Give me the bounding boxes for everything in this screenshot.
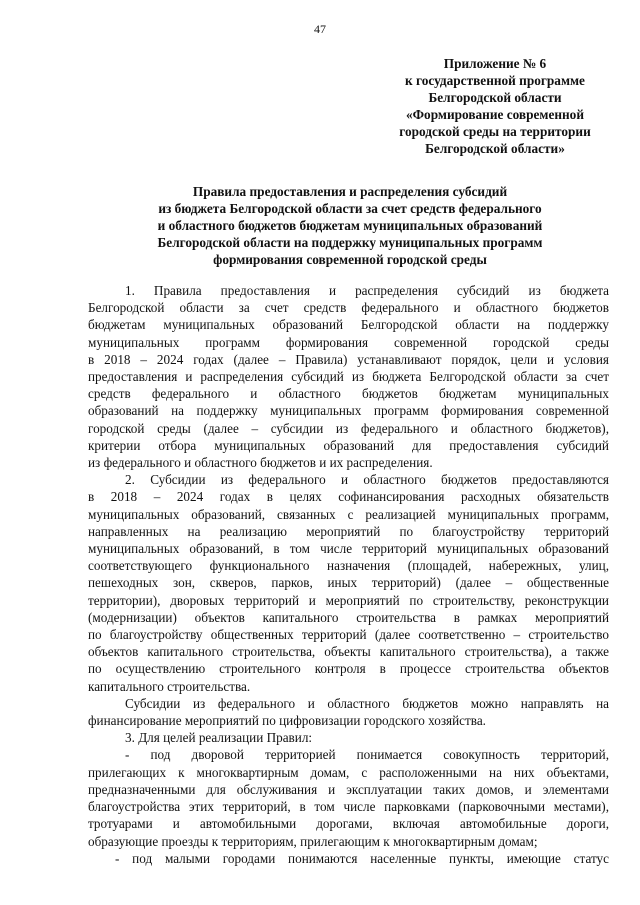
- body-text-line: муниципальных образований, связанных с реализацией муниципальных программ,: [88, 506, 609, 522]
- body-text-line: 2. Субсидии из федерального и областного бюджетов предоставляются: [125, 472, 609, 488]
- body-text-line: Белгородской области за счет средств федерального и областного бюджетов: [88, 300, 609, 316]
- appendix-line: Белгородской области»: [425, 141, 565, 156]
- title-line: формирования современной городской среды: [213, 252, 487, 267]
- page-number: 47: [314, 22, 326, 36]
- body-text-line: - под малыми городами понимаются населенные пункты, имеющие статус: [115, 850, 609, 866]
- body-text-line: в 2018 – 2024 годах (далее – Правила) устанавливают порядок, цели и условия: [88, 351, 609, 367]
- appendix-heading: [380, 55, 610, 157]
- body-text-line: тротуарами и автомобильными дорогами, включая автомобильные дороги,: [88, 816, 609, 832]
- body-text-line: из федерального и областного бюджетов и их распределения.: [88, 455, 433, 471]
- body-text-line: критерии отбора муниципальных образований для предоставления субсидий: [88, 437, 609, 453]
- body-text-line: по осуществлению строительного контроля в процессе строительства объектов: [88, 661, 609, 677]
- body-text-line: Субсидии из федерального и областного бюджетов можно направлять на: [125, 695, 609, 711]
- body-text-line: 3. Для целей реализации Правил:: [125, 730, 313, 746]
- body-text-line: - под дворовой территорией понимается совокупность территорий,: [125, 747, 609, 763]
- body-text-line: в 2018 – 2024 годах в целях софинансирования расходных обязательств: [88, 489, 609, 505]
- body-text-line: пешеходных зон, скверов, парков, иных территорий) (далее – общественные: [88, 575, 609, 591]
- body-text-line: объектов капитального строительства, объекты капитального строительства), а также: [88, 644, 609, 660]
- body-text-line: предназначенными для обслуживания и эксплуатации таких домов, и элементами: [88, 781, 609, 797]
- appendix-line: «Формирование современной: [405, 107, 584, 122]
- title-line: Белгородской области на поддержку муниципальных программ: [157, 235, 543, 250]
- body-text-line: (модернизации) объектов капитального строительства в рамках мероприятий: [88, 609, 609, 625]
- body-text-line: по благоустройству общественных территорий (далее соответственно – строительство: [88, 627, 609, 643]
- title-line: из бюджета Белгородской области за счет средств федерального: [158, 201, 542, 216]
- body-text-line: финансирование мероприятий по цифровизации городского хозяйства.: [88, 713, 486, 729]
- appendix-line: городской среды на территории: [399, 124, 591, 139]
- body-text-line: муниципальных программ формирования современной городской среды: [88, 334, 609, 350]
- body-text-line: предоставления и распределения субсидий из бюджета Белгородской области за счет: [88, 369, 609, 385]
- document-title: [60, 183, 640, 268]
- body-text-line: 1. Правила предоставления и распределения субсидий из бюджета: [125, 283, 609, 298]
- body-text-line: соответствующего функционального назначения (площадей, набережных, улиц,: [88, 558, 609, 574]
- body-text-line: прилегающих к многоквартирным домам, с расположенными на них объектами,: [88, 764, 609, 780]
- document-body: [88, 282, 609, 867]
- body-text-line: средств федерального и областного бюджетов бюджетам муниципальных: [88, 386, 609, 402]
- body-text-line: городской среды (далее – субсидии из федерального и областного бюджетов),: [88, 420, 609, 436]
- body-text-line: бюджетам муниципальных образований Белгородской области на поддержку: [88, 317, 609, 333]
- body-text-line: муниципальных образований, в том числе территорий муниципальных образований: [88, 541, 609, 557]
- body-text-line: образующие проезды к территориям, прилегающим к многоквартирным домам;: [88, 833, 538, 849]
- appendix-line: Приложение № 6: [443, 56, 547, 71]
- appendix-line: Белгородской области: [428, 90, 562, 105]
- body-text-line: образований на поддержку муниципальных программ формирования современной: [88, 403, 609, 419]
- title-line: и областного бюджетов бюджетам муниципальных образований: [157, 218, 543, 233]
- title-line: Правила предоставления и распределения субсидий: [192, 184, 508, 199]
- body-text-line: территории), дворовых территорий и мероприятий по строительству, реконструкции: [88, 592, 609, 608]
- body-text-line: капитального строительства.: [88, 678, 251, 694]
- appendix-line: к государственной программе: [405, 73, 585, 88]
- body-text-line: благоустройства этих территорий, в том числе парковками (парковочными местами),: [88, 799, 609, 815]
- body-text-line: направленных на реализацию мероприятий по благоустройству территорий: [88, 523, 609, 539]
